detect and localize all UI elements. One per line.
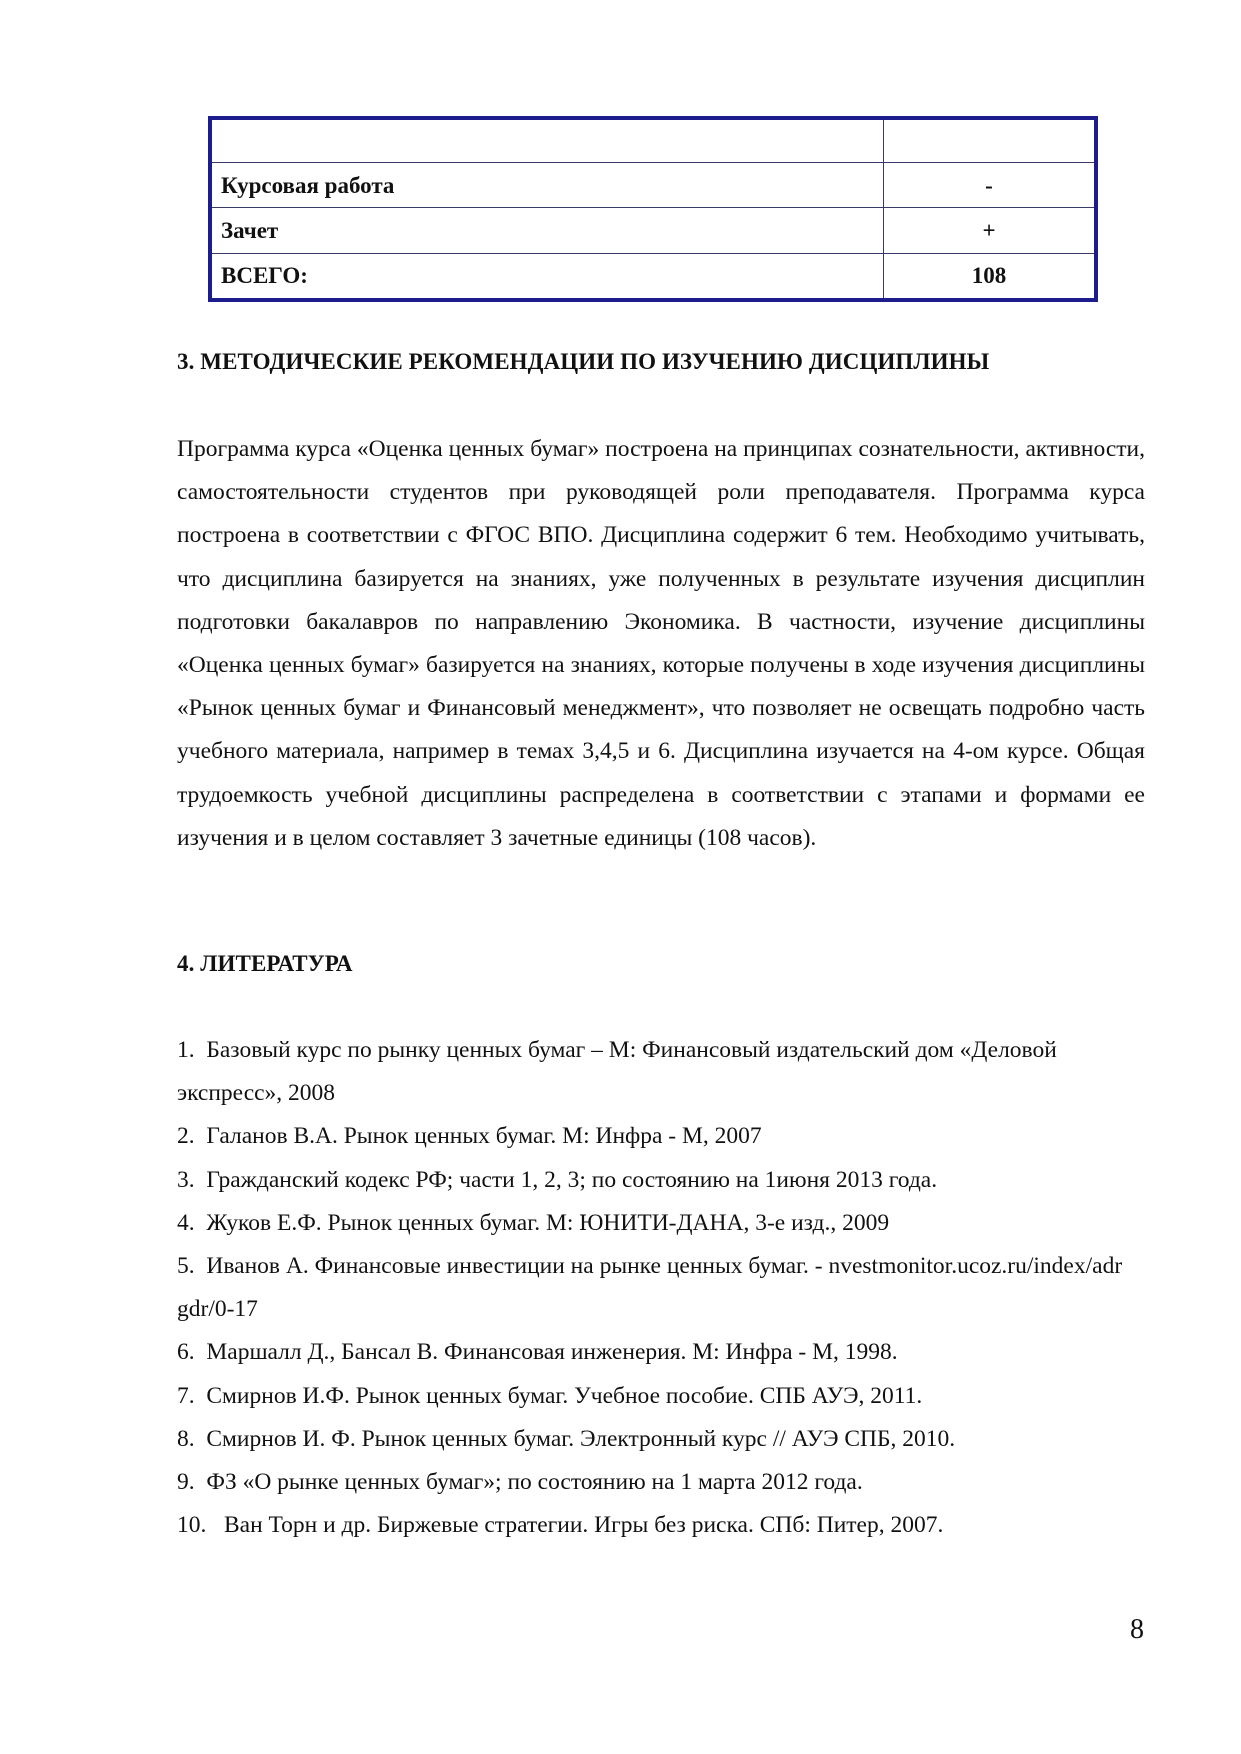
table-cell-label (210, 118, 884, 163)
list-item-text: Смирнов И. Ф. Рынок ценных бумаг. Электронный курс // АУЭ СПБ, 2010. (206, 1425, 956, 1452)
list-item-text: Жуков Е.Ф. Рынок ценных бумаг. М: ЮНИТИ-ДАНА, 3-е изд., 2009 (206, 1209, 890, 1236)
table-cell-label: ВСЕГО: (210, 253, 884, 300)
list-item-text: Гражданский кодекс РФ; части 1, 2, 3; по состоянию на 1июня 2013 года. (206, 1166, 938, 1193)
list-item-text: Иванов А. Финансовые инвестиции на рынке ценных бумаг. - nvestmonitor.ucoz.ru/index/adr gdr/0-17 (177, 1253, 1123, 1323)
table-row (210, 163, 1096, 208)
list-item-number: 2. (177, 1123, 195, 1150)
table-row (210, 208, 1096, 253)
table-row (210, 253, 1096, 300)
list-item (177, 1375, 1145, 1418)
list-item-number: 1. (177, 1037, 195, 1063)
table-cell-value: 108 (884, 253, 1097, 300)
list-item-text: Галанов В.А. Рынок ценных бумаг. М: Инфра - М, 2007 (206, 1123, 762, 1150)
list-item (177, 1115, 1145, 1158)
list-item (177, 1202, 1145, 1245)
list-item-number: 6. (177, 1339, 195, 1366)
hours-summary-table (208, 116, 1098, 302)
table-cell-label: Курсовая работа (210, 163, 884, 208)
table-row (210, 118, 1096, 163)
page-number: 8 (1130, 1614, 1144, 1645)
list-item (177, 1504, 1145, 1547)
table-cell-value (884, 118, 1097, 163)
list-item-number: 4. (177, 1209, 195, 1236)
list-item-text: ФЗ «О рынке ценных бумаг»; по состоянию на 1 марта 2012 года. (206, 1469, 863, 1496)
list-item-number: 9. (177, 1469, 195, 1496)
list-item-text: Ван Торн и др. Биржевые стратегии. Игры без риска. СПб: Питер, 2007. (224, 1512, 944, 1539)
list-item-number: 7. (177, 1382, 195, 1409)
list-item-text: Маршалл Д., Бансал В. Финансовая инженерия. М: Инфра - М, 1998. (206, 1339, 898, 1366)
list-item-text: Смирнов И.Ф. Рынок ценных бумаг. Учебное пособие. СПБ АУЭ, 2011. (206, 1382, 923, 1409)
list-item-number: 8. (177, 1425, 195, 1452)
list-item (177, 1029, 1145, 1115)
table-cell-value: - (884, 163, 1097, 208)
list-item-number: 3. (177, 1166, 195, 1193)
list-item (177, 1245, 1145, 1331)
list-item-number: 5. (177, 1253, 195, 1280)
section-heading-methodology: 3. МЕТОДИЧЕСКИЕ РЕКОМЕНДАЦИИ ПО ИЗУЧЕНИЮ ДИСЦИПЛИНЫ (177, 349, 990, 374)
list-item (177, 1331, 1145, 1374)
methodology-paragraph: Программа курса «Оценка ценных бумаг» построена на принципах сознательности, активности, самостоятельности студентов при руководящей роли преподавателя. Программа курса построена в соответствии с ФГОС ВПО. Дисциплина содержит 6 тем. Необходимо учитывать, что дисциплина базируется на знаниях, уже полученных в результате изучения дисциплин подготовки бакалавров по направлению Экономика. В частности, изучение дисциплины «Оценка ценных бумаг» базируется на знаниях, которые получены в ходе изучения дисциплины «Рынок ценных бумаг и Финансовый менеджмент», что позволяет не освещать подробно часть учебного материала, например в темах 3,4,5 и 6. Дисциплина изучается на 4-ом курсе. Общая трудоемкость учебной дисциплины распределена в соответствии с этапами и формами ее изучения и в целом составляет 3 зачетные единицы (108 часов). (177, 436, 1145, 851)
list-item-text: Базовый курс по рынку ценных бумаг – М: Финансовый издательский дом «Деловой экспресс», 2008 (177, 1037, 1057, 1107)
section-heading-literature: 4. ЛИТЕРАТУРА (177, 951, 353, 976)
list-item-number: 10. (177, 1512, 207, 1539)
list-item (177, 1461, 1145, 1504)
literature-list (177, 1029, 1145, 1547)
list-item (177, 1159, 1145, 1202)
list-item (177, 1418, 1145, 1461)
table-cell-value: + (884, 208, 1097, 253)
table-cell-label: Зачет (210, 208, 884, 253)
